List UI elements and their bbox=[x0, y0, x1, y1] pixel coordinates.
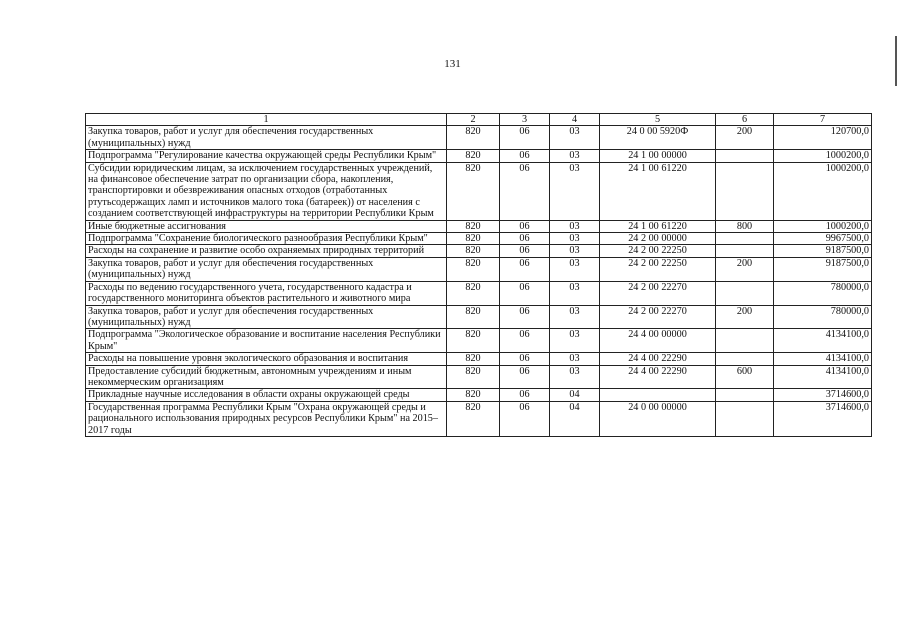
header-cell: 2 bbox=[447, 114, 500, 126]
section-code: 06 bbox=[500, 220, 550, 232]
section-code: 06 bbox=[500, 401, 550, 436]
expense-name: Расходы на повышение уровня экологического образования и воспитания bbox=[86, 353, 447, 365]
amount: 4134100,0 bbox=[774, 329, 872, 353]
expense-type-code: 800 bbox=[716, 220, 774, 232]
ministry-code: 820 bbox=[447, 257, 500, 281]
section-code: 06 bbox=[500, 245, 550, 257]
amount: 3714600,0 bbox=[774, 389, 872, 401]
amount: 1000200,0 bbox=[774, 162, 872, 220]
expense-name: Подпрограмма "Сохранение биологического разнообразия Республики Крым" bbox=[86, 233, 447, 245]
table-row bbox=[86, 401, 872, 436]
amount: 9187500,0 bbox=[774, 257, 872, 281]
ministry-code: 820 bbox=[447, 401, 500, 436]
section-code: 06 bbox=[500, 305, 550, 329]
header-row bbox=[86, 114, 872, 126]
header-cell: 5 bbox=[600, 114, 716, 126]
subsection-code: 03 bbox=[550, 233, 600, 245]
expense-name: Расходы по ведению государственного учета, государственного кадастра и государственного мониторинга объектов растительного и животного мира bbox=[86, 281, 447, 305]
page-number: 131 bbox=[444, 58, 461, 70]
amount: 120700,0 bbox=[774, 126, 872, 150]
target-article-code: 24 2 00 00000 bbox=[600, 233, 716, 245]
table-row bbox=[86, 162, 872, 220]
header-cell: 4 bbox=[550, 114, 600, 126]
subsection-code: 04 bbox=[550, 389, 600, 401]
table-row bbox=[86, 257, 872, 281]
table-row bbox=[86, 220, 872, 232]
subsection-code: 03 bbox=[550, 162, 600, 220]
target-article-code: 24 2 00 22250 bbox=[600, 245, 716, 257]
subsection-code: 03 bbox=[550, 257, 600, 281]
table-row bbox=[86, 329, 872, 353]
target-article-code: 24 4 00 00000 bbox=[600, 329, 716, 353]
amount: 9187500,0 bbox=[774, 245, 872, 257]
expense-name: Иные бюджетные ассигнования bbox=[86, 220, 447, 232]
expense-name: Подпрограмма "Экологическое образование и воспитание населения Республики Крым" bbox=[86, 329, 447, 353]
expense-type-code bbox=[716, 245, 774, 257]
subsection-code: 04 bbox=[550, 401, 600, 436]
expense-name: Государственная программа Республики Крым "Охрана окружающей среды и рационального использования природных ресурсов Республики Крым" на 2015–2017 годы bbox=[86, 401, 447, 436]
ministry-code: 820 bbox=[447, 305, 500, 329]
expense-name: Прикладные научные исследования в области охраны окружающей среды bbox=[86, 389, 447, 401]
ministry-code: 820 bbox=[447, 150, 500, 162]
expense-name: Закупка товаров, работ и услуг для обеспечения государственных (муниципальных) нужд bbox=[86, 305, 447, 329]
table-row bbox=[86, 126, 872, 150]
ministry-code: 820 bbox=[447, 365, 500, 389]
target-article-code: 24 0 00 5920Ф bbox=[600, 126, 716, 150]
target-article-code: 24 4 00 22290 bbox=[600, 365, 716, 389]
amount: 780000,0 bbox=[774, 305, 872, 329]
table-row bbox=[86, 365, 872, 389]
table-row bbox=[86, 353, 872, 365]
subsection-code: 03 bbox=[550, 329, 600, 353]
amount: 9967500,0 bbox=[774, 233, 872, 245]
expense-type-code bbox=[716, 162, 774, 220]
expense-type-code: 200 bbox=[716, 126, 774, 150]
header-cell: 7 bbox=[774, 114, 872, 126]
scan-edge-mark bbox=[895, 36, 897, 86]
section-code: 06 bbox=[500, 150, 550, 162]
expense-name: Расходы на сохранение и развитие особо охраняемых природных территорий bbox=[86, 245, 447, 257]
subsection-code: 03 bbox=[550, 245, 600, 257]
budget-table bbox=[85, 113, 872, 437]
section-code: 06 bbox=[500, 126, 550, 150]
table-row bbox=[86, 245, 872, 257]
amount: 1000200,0 bbox=[774, 150, 872, 162]
amount: 4134100,0 bbox=[774, 365, 872, 389]
expense-type-code bbox=[716, 401, 774, 436]
expense-name: Предоставление субсидий бюджетным, автономным учреждениям и иным некоммерческим организациям bbox=[86, 365, 447, 389]
target-article-code: 24 1 00 61220 bbox=[600, 220, 716, 232]
amount: 4134100,0 bbox=[774, 353, 872, 365]
ministry-code: 820 bbox=[447, 353, 500, 365]
ministry-code: 820 bbox=[447, 233, 500, 245]
section-code: 06 bbox=[500, 233, 550, 245]
subsection-code: 03 bbox=[550, 365, 600, 389]
expense-type-code: 200 bbox=[716, 257, 774, 281]
subsection-code: 03 bbox=[550, 126, 600, 150]
subsection-code: 03 bbox=[550, 281, 600, 305]
target-article-code: 24 4 00 22290 bbox=[600, 353, 716, 365]
ministry-code: 820 bbox=[447, 162, 500, 220]
table-row bbox=[86, 233, 872, 245]
expense-type-code bbox=[716, 389, 774, 401]
expense-type-code bbox=[716, 233, 774, 245]
subsection-code: 03 bbox=[550, 220, 600, 232]
target-article-code bbox=[600, 389, 716, 401]
section-code: 06 bbox=[500, 389, 550, 401]
amount: 3714600,0 bbox=[774, 401, 872, 436]
header-cell: 1 bbox=[86, 114, 447, 126]
section-code: 06 bbox=[500, 162, 550, 220]
expense-type-code bbox=[716, 281, 774, 305]
expense-name: Субсидии юридическим лицам, за исключением государственных учреждений, на финансовое обеспечение затрат по организации сбора, накопления, транспортировки и обезвреживания опасных отходов (отработанных ртутьсодержащих ламп и источников малого тока (батареек)) от населения с созданием соответствующей инфраструктуры на территории Республики Крым bbox=[86, 162, 447, 220]
target-article-code: 24 1 00 61220 bbox=[600, 162, 716, 220]
target-article-code: 24 0 00 00000 bbox=[600, 401, 716, 436]
expense-name: Закупка товаров, работ и услуг для обеспечения государственных (муниципальных) нужд bbox=[86, 126, 447, 150]
header-cell: 6 bbox=[716, 114, 774, 126]
expense-name: Подпрограмма "Регулирование качества окружающей среды Республики Крым" bbox=[86, 150, 447, 162]
subsection-code: 03 bbox=[550, 305, 600, 329]
expense-type-code: 200 bbox=[716, 305, 774, 329]
section-code: 06 bbox=[500, 365, 550, 389]
expense-type-code bbox=[716, 329, 774, 353]
target-article-code: 24 2 00 22270 bbox=[600, 305, 716, 329]
table-row bbox=[86, 150, 872, 162]
table-row bbox=[86, 389, 872, 401]
ministry-code: 820 bbox=[447, 245, 500, 257]
ministry-code: 820 bbox=[447, 126, 500, 150]
expense-type-code bbox=[716, 353, 774, 365]
section-code: 06 bbox=[500, 329, 550, 353]
section-code: 06 bbox=[500, 257, 550, 281]
ministry-code: 820 bbox=[447, 329, 500, 353]
target-article-code: 24 1 00 00000 bbox=[600, 150, 716, 162]
ministry-code: 820 bbox=[447, 220, 500, 232]
subsection-code: 03 bbox=[550, 353, 600, 365]
target-article-code: 24 2 00 22270 bbox=[600, 281, 716, 305]
subsection-code: 03 bbox=[550, 150, 600, 162]
amount: 1000200,0 bbox=[774, 220, 872, 232]
amount: 780000,0 bbox=[774, 281, 872, 305]
ministry-code: 820 bbox=[447, 389, 500, 401]
expense-type-code: 600 bbox=[716, 365, 774, 389]
section-code: 06 bbox=[500, 353, 550, 365]
table-row bbox=[86, 281, 872, 305]
section-code: 06 bbox=[500, 281, 550, 305]
target-article-code: 24 2 00 22250 bbox=[600, 257, 716, 281]
header-cell: 3 bbox=[500, 114, 550, 126]
table-row bbox=[86, 305, 872, 329]
expense-type-code bbox=[716, 150, 774, 162]
ministry-code: 820 bbox=[447, 281, 500, 305]
expense-name: Закупка товаров, работ и услуг для обеспечения государственных (муниципальных) нужд bbox=[86, 257, 447, 281]
